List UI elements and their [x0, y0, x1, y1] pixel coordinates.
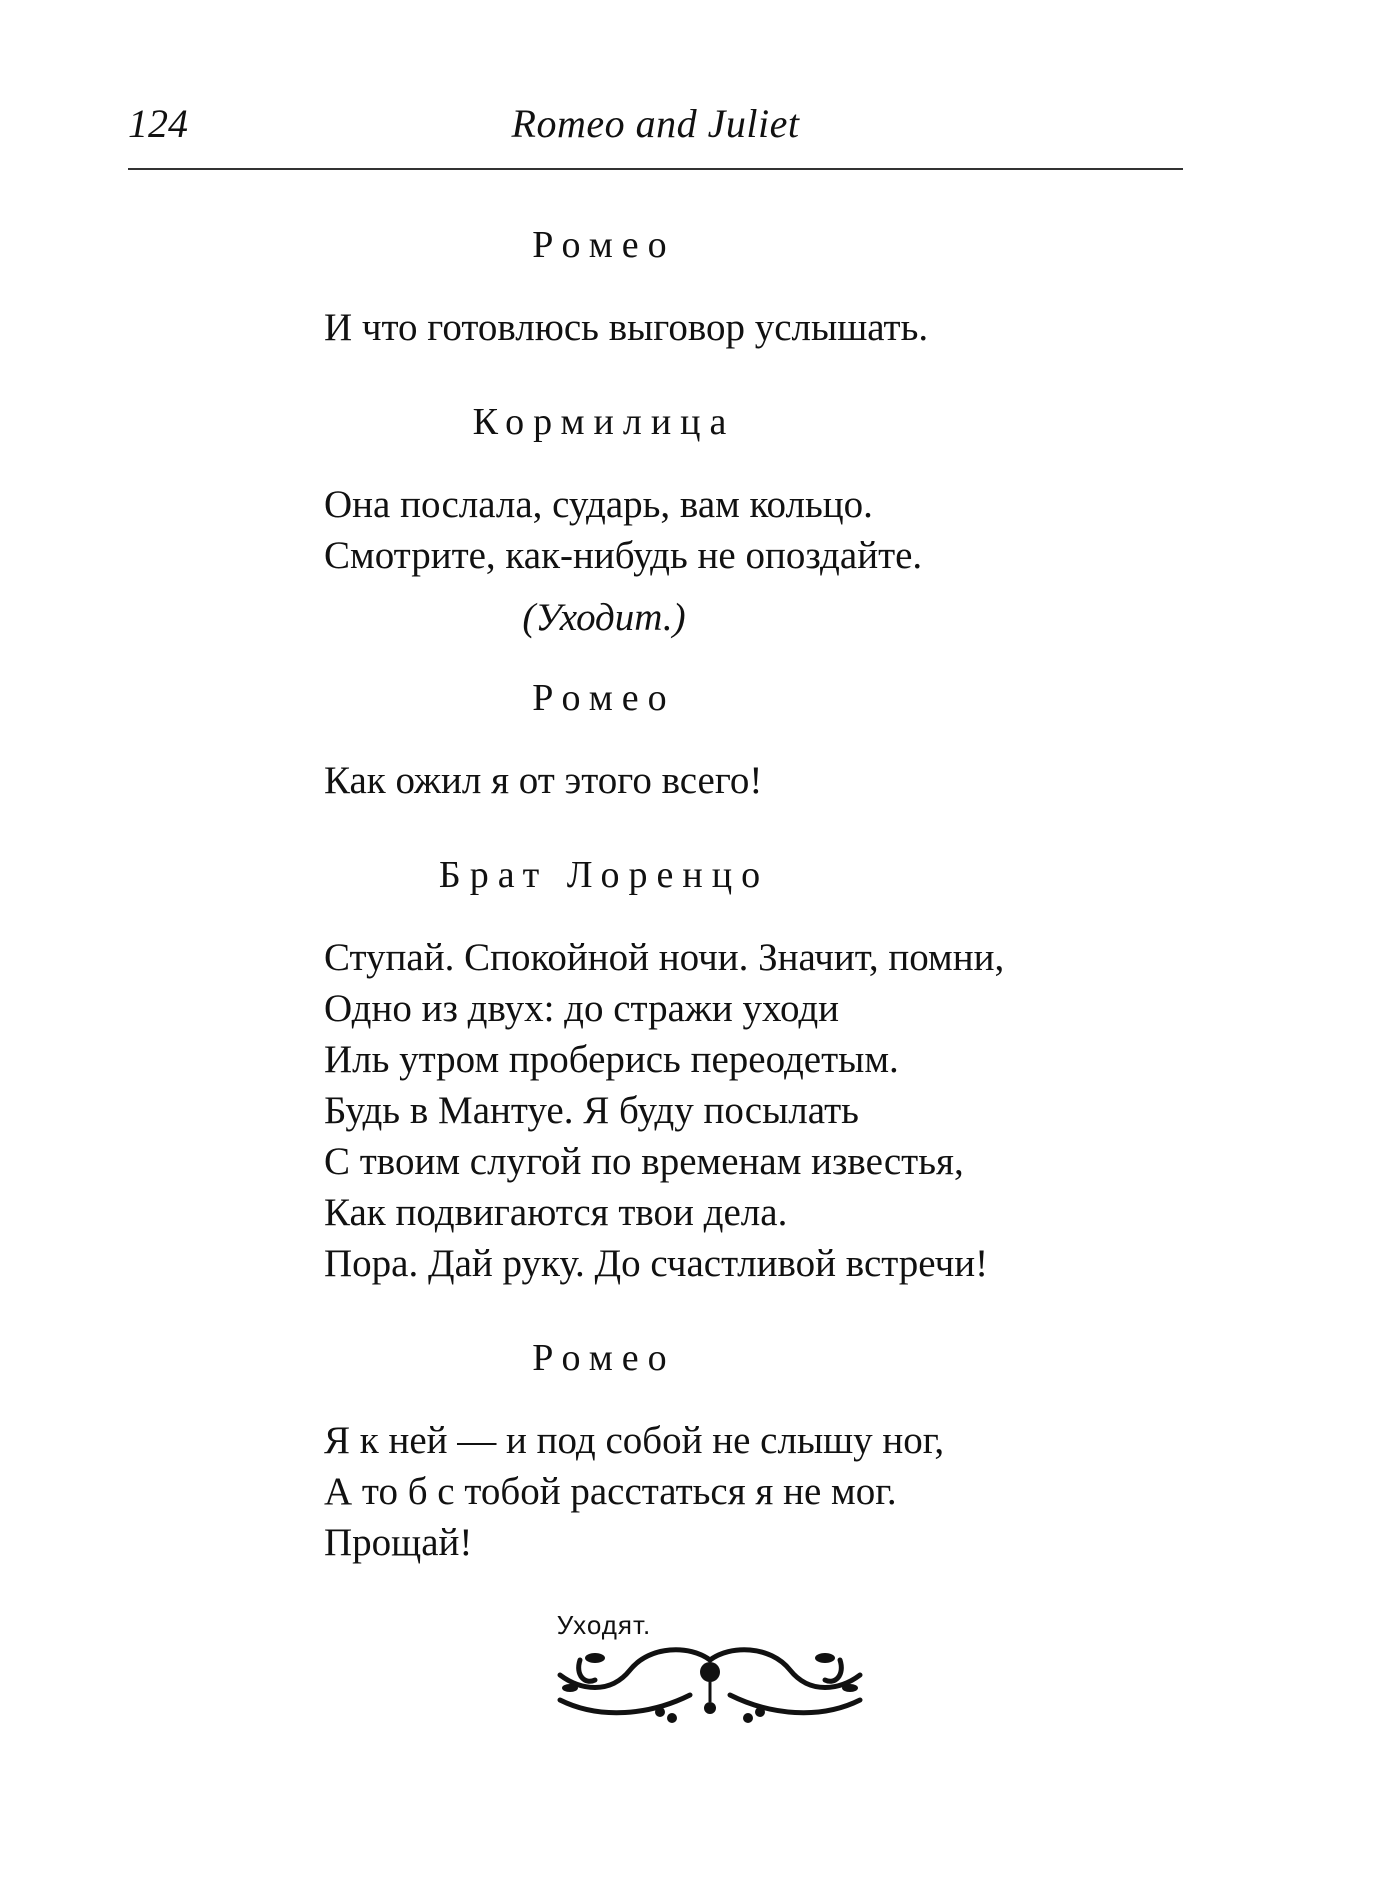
- speaker-name: Ромео: [532, 1337, 676, 1379]
- verse-line: Она послала, сударь, вам кольцо.: [324, 483, 873, 526]
- stage-direction: (Уходит.): [522, 596, 686, 639]
- verse-line: Как ожил я от этого всего!: [324, 759, 763, 802]
- verse-line: Ступай. Спокойной ночи. Значит, помни,: [324, 936, 1005, 979]
- verse-line: Смотрите, как-нибудь не опоздайте.: [324, 534, 923, 577]
- play-text: [324, 222, 1184, 1642]
- speech-block: [324, 852, 1184, 1289]
- speech-block: [324, 399, 1184, 643]
- verse-line: Прощай!: [324, 1521, 473, 1564]
- verse-line: Иль утром проберись переодетым.: [324, 1038, 899, 1081]
- page-number: 124: [128, 101, 188, 146]
- speaker-name: Кормилица: [472, 401, 736, 443]
- running-title: Romeo and Juliet: [511, 101, 800, 146]
- floral-ornament-icon: [540, 1640, 880, 1730]
- speaker-name: Ромео: [532, 677, 676, 719]
- exit-stage-direction: Уходят.: [556, 1610, 652, 1640]
- verse-line: А то б с тобой расстаться я не мог.: [324, 1470, 897, 1513]
- verse-line: Пора. Дай руку. До счастливой встречи!: [324, 1242, 989, 1285]
- page-header: [128, 100, 1183, 180]
- speaker-name: Ромео: [532, 224, 676, 266]
- header-rule: [128, 168, 1183, 170]
- speech-block: [324, 1335, 1184, 1568]
- verse-line: И что готовлюсь выговор услышать.: [324, 306, 929, 349]
- verse-line: С твоим слугой по временам известья,: [324, 1140, 964, 1183]
- verse-line: Я к ней — и под собой не слышу ног,: [324, 1419, 945, 1462]
- verse-line: Будь в Мантуе. Я буду посылать: [324, 1089, 859, 1132]
- verse-line: Одно из двух: до стражи уходи: [324, 987, 840, 1030]
- verse-line: Как подвигаются твои дела.: [324, 1191, 788, 1234]
- speaker-name: Брат Лоренцо: [438, 854, 770, 896]
- speech-block: [324, 222, 1184, 353]
- speech-block: [324, 675, 1184, 806]
